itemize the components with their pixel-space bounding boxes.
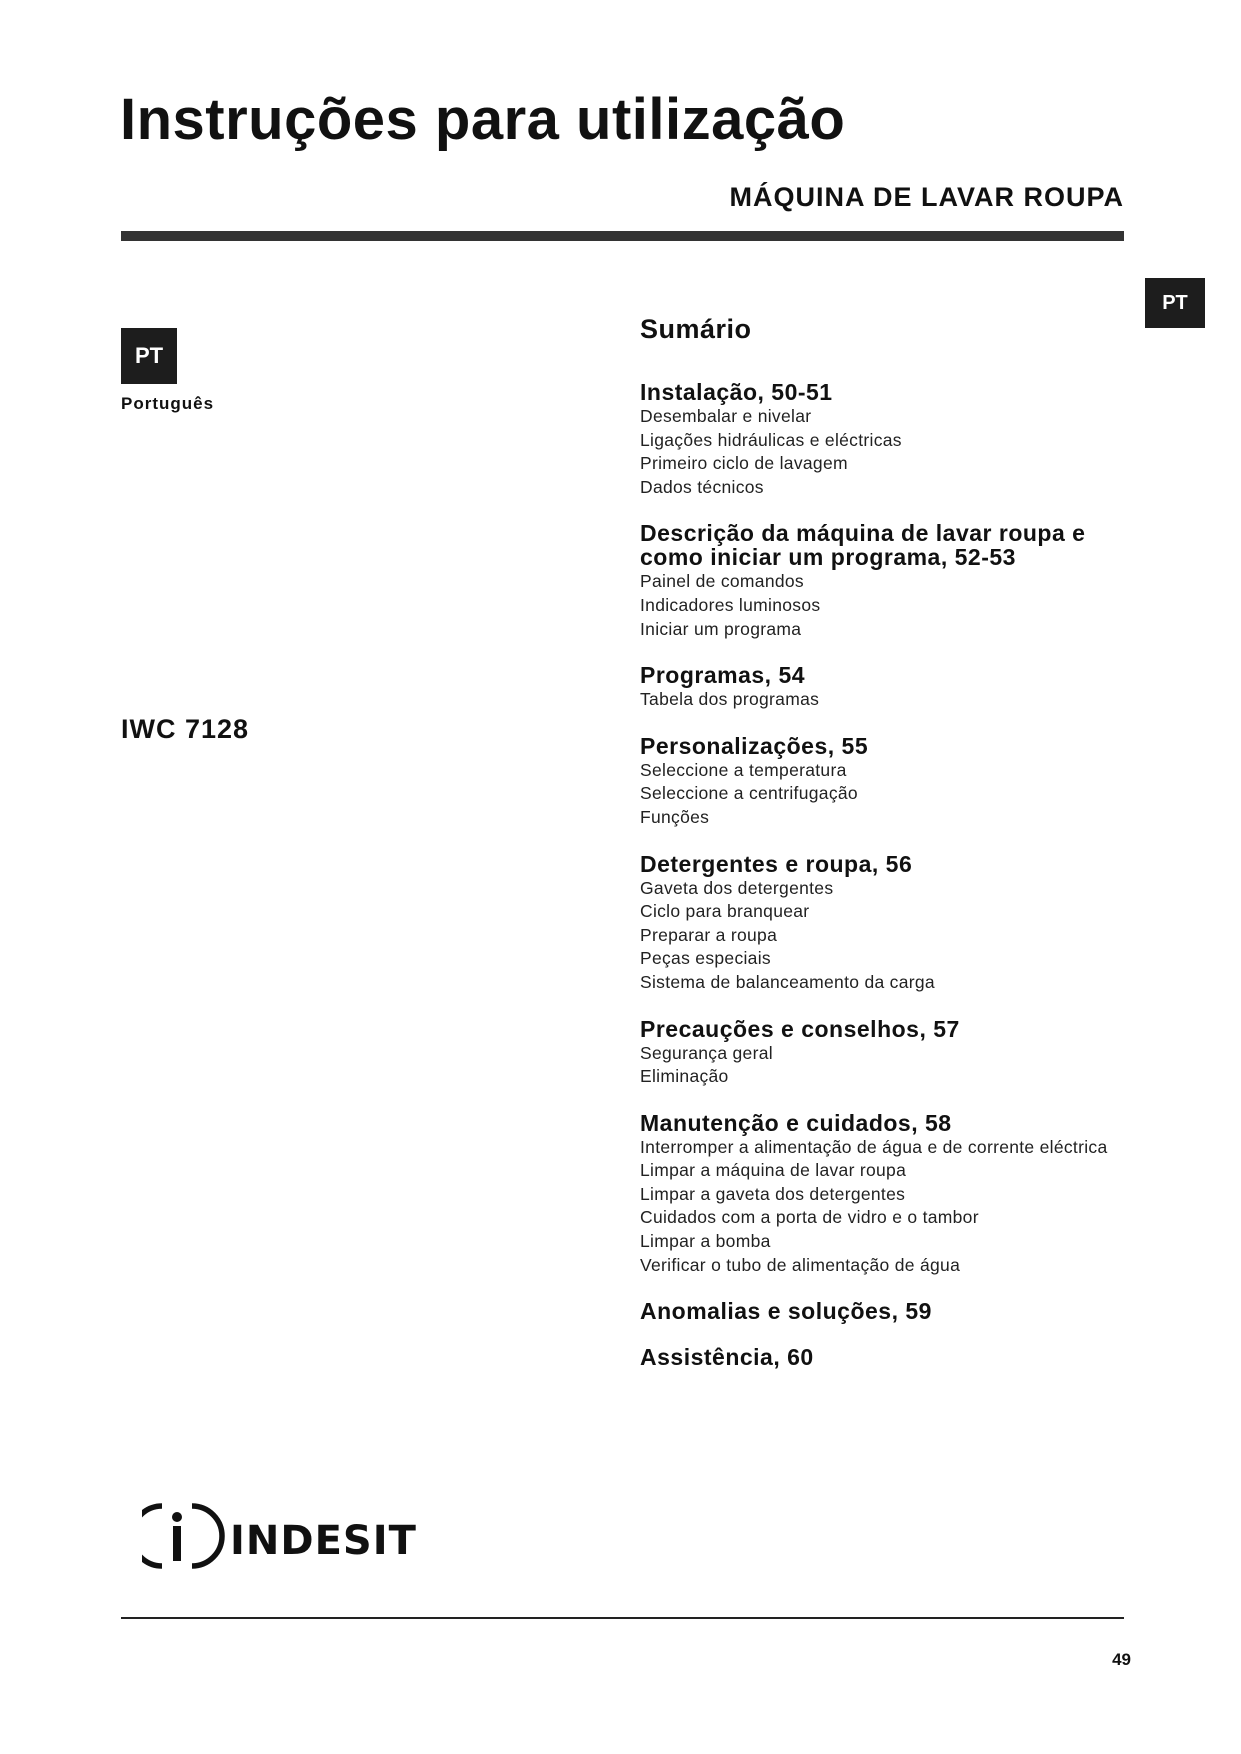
toc-section-title: Precauções e conselhos, 57 — [640, 1015, 960, 1042]
toc-item: Seleccione a temperatura — [640, 759, 847, 780]
language-side-tab: PT — [1145, 278, 1205, 328]
toc-item: Iniciar um programa — [640, 618, 802, 639]
toc-section-title: Assistência, 60 — [640, 1344, 814, 1371]
toc-item-list — [640, 405, 1120, 499]
language-label: Português — [121, 394, 215, 413]
toc-section — [640, 521, 1120, 641]
page-title: Instruções para utilização — [120, 87, 846, 152]
brand-name: INDESIT — [230, 1518, 417, 1564]
brand-logo — [142, 1500, 432, 1572]
toc-item: Segurança geral — [640, 1042, 773, 1063]
toc-item-list — [640, 1042, 1120, 1089]
footer-divider — [121, 1617, 1124, 1619]
toc-heading: Sumário — [640, 314, 752, 344]
toc-item-list — [640, 688, 1120, 712]
toc-item: Tabela dos programas — [640, 689, 820, 710]
toc-item: Eliminação — [640, 1066, 729, 1087]
toc-item: Ciclo para branquear — [640, 901, 810, 922]
toc-section — [640, 1017, 1120, 1089]
toc-item: Sistema de balanceamento da carga — [640, 971, 935, 992]
toc-item: Interromper a alimentação de água e de corrente eléctrica — [640, 1136, 1108, 1157]
toc-item-list — [640, 759, 1120, 830]
toc-item: Limpar a máquina de lavar roupa — [640, 1160, 907, 1181]
toc-section-title: Instalação, 50-51 — [640, 379, 833, 405]
toc-section — [640, 663, 1120, 712]
toc-item-list — [640, 570, 1120, 641]
toc-item: Cuidados com a porta de vidro e o tambor — [640, 1207, 979, 1228]
page-subtitle: MÁQUINA DE LAVAR ROUPA — [729, 182, 1124, 212]
toc-item: Verificar o tubo de alimentação de água — [640, 1254, 961, 1275]
toc-item: Dados técnicos — [640, 476, 764, 497]
toc-item: Limpar a bomba — [640, 1231, 771, 1252]
toc-item: Desembalar e nivelar — [640, 406, 812, 426]
toc-item: Indicadores luminosos — [640, 594, 821, 615]
toc-sections — [640, 380, 1120, 1369]
toc-section-title: Programas, 54 — [640, 662, 806, 689]
toc-section — [640, 734, 1120, 830]
toc-section-title: Personalizações, 55 — [640, 732, 869, 759]
model-name: IWC 7128 — [121, 714, 250, 744]
toc-section — [640, 1345, 1120, 1369]
header-divider — [121, 231, 1124, 241]
indesit-logo-icon — [142, 1506, 222, 1566]
toc-item: Funções — [640, 806, 710, 827]
page-number: 49 — [1112, 1650, 1131, 1669]
toc-item: Ligações hidráulicas e eléctricas — [640, 429, 902, 450]
table-of-contents — [640, 312, 1120, 1391]
toc-section — [640, 1111, 1120, 1278]
toc-section — [640, 1299, 1120, 1323]
toc-item: Preparar a roupa — [640, 924, 778, 945]
toc-item: Gaveta dos detergentes — [640, 877, 834, 898]
toc-item-list — [640, 877, 1120, 995]
toc-item: Painel de comandos — [640, 571, 804, 592]
toc-item: Peças especiais — [640, 948, 771, 969]
toc-item: Limpar a gaveta dos detergentes — [640, 1183, 906, 1204]
toc-section-title: Detergentes e roupa, 56 — [640, 850, 913, 877]
language-badge: PT — [121, 328, 177, 384]
toc-section-title: Descrição da máquina de lavar roupa e como iniciar um programa, 52-53 — [640, 520, 1086, 571]
toc-section-title: Anomalias e soluções, 59 — [640, 1298, 932, 1325]
toc-section — [640, 852, 1120, 995]
toc-section — [640, 380, 1120, 499]
toc-section-title: Manutenção e cuidados, 58 — [640, 1109, 952, 1136]
toc-item-list — [640, 1136, 1120, 1278]
toc-item: Seleccione a centrifugação — [640, 783, 858, 804]
toc-item: Primeiro ciclo de lavagem — [640, 453, 848, 474]
